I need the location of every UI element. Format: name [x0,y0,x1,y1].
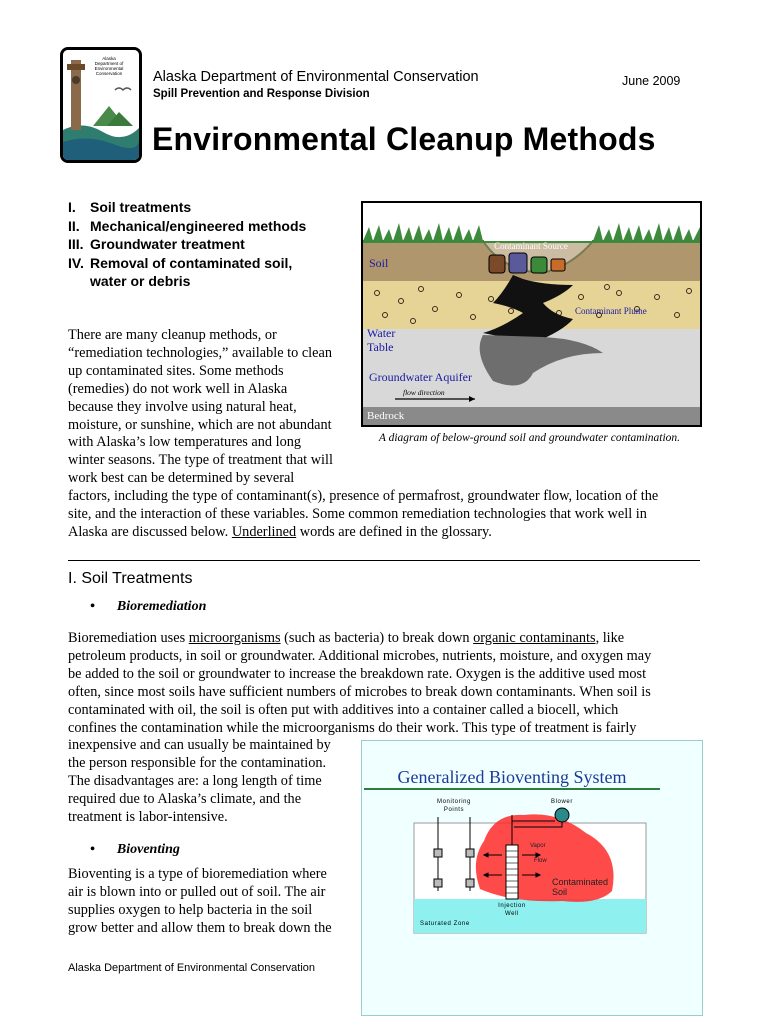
toc-item: I. Soil treatments [68,199,192,215]
logo-text-1: Alaska [102,56,116,61]
logo-text-4: Conservation [95,71,123,76]
section-heading: I. Soil Treatments [68,570,193,587]
label-monitoring: Monitoring [436,799,472,805]
diagram-caption: A diagram of below-ground soil and groundwater contamination. [378,432,681,444]
label-table: Table [367,340,394,354]
publication-date: June 2009 [622,74,681,88]
label-flow: Flow [534,858,547,864]
bullet-bioventing: • Bioventing [90,842,180,857]
bioventing-title: Generalized Bioventing System [397,767,627,787]
label-water: Water [367,326,396,340]
label-aquifer: Groundwater Aquifer [369,370,472,384]
intro-paragraph-wide: factors, including the type of contaminant(s), presence of permafrost, groundwater flow, location of the site, and the interaction of these variables. Some common remediation technologies that work well in Alaska are discussed below. Underlined words are defined in the glossary. [68,488,659,540]
bioventing-diagram [361,740,703,1016]
bioremediation-paragraph-narrow: inexpensive and can usually be maintained by the person responsible for the contamination. The disadvantages are: a long length of time required due to Alaska’s climate, and the treatment is labor-intensive. [68,737,331,825]
division-name: Spill Prevention and Response Division [153,88,370,100]
label-vapor: Vapor [530,843,546,849]
intro-paragraph-narrow: There are many cleanup methods, or “remediation technologies,” available to clean up contaminated sites. Some methods (remedies) do not work well in Alaska because they involve using natural heat, moisture, or sunshine, which are not abundant with Alaska’s low temperatures and long winter seasons. The type of treatment that will work best can be determined by several [68,327,333,487]
bioventing-paragraph: Bioventing is a type of bioremediation where air is blown into or pulled out of soil. The air supplies oxygen to help bacteria in the soil grow better and allow them to break down the [68,866,332,936]
toc-item: II. Mechanical/engineered methods [68,217,307,234]
label-contaminant-source: Contaminant Source [494,241,568,251]
glossary-term: Underlined [231,523,297,540]
logo-text-2: Department of [94,61,124,66]
label-soil: Soil [369,256,389,270]
label-contaminant-plume: Contaminant Plume [575,306,647,316]
label-points: Points [443,807,465,813]
page-title: Environmental Cleanup Methods [152,121,656,157]
label-contaminated-soil: Soil [552,887,568,897]
bioremediation-paragraph: Bioremediation uses microorganisms (such as bacteria) to break down organic contaminants, like petroleum products, in soil or groundwater. Additional microbes, nutrients, moisture, and oxygen may be added to the soil or groundwater to increase the breakdown rate. Oxygen is the additive used most often, since most soils have sufficient numbers of microbes to break down contaminants. When soil is contaminated with oil, the soil is often put with additives into a container called a biocell, which confines the contamination while the microorganisms do their work. This type of treatment is fairly [68,630,652,736]
label-well: Well [505,911,519,917]
label-flow-direction: flow direction [403,388,445,397]
contamination-diagram [361,201,702,427]
section-divider [68,560,700,561]
label-blower: Blower [551,799,573,805]
bullet-bioremediation: • Bioremediation [90,599,207,614]
label-saturated-zone: Saturated Zone [420,921,470,927]
toc-item: water or debris [90,273,191,289]
toc-item: III. Groundwater treatment [68,236,245,252]
label-injection: Injection [498,903,526,909]
table-of-contents [68,198,306,291]
adec-logo [60,47,142,163]
org-name: Alaska Department of Environmental Conservation [153,69,479,85]
footer-text: Alaska Department of Environmental Conservation [68,962,316,974]
label-bedrock: Bedrock [367,410,405,422]
logo-text-3: Environmental [94,66,124,71]
toc-item: IV. Removal of contaminated soil, [68,254,293,271]
label-contaminated: Contaminated [552,877,609,887]
